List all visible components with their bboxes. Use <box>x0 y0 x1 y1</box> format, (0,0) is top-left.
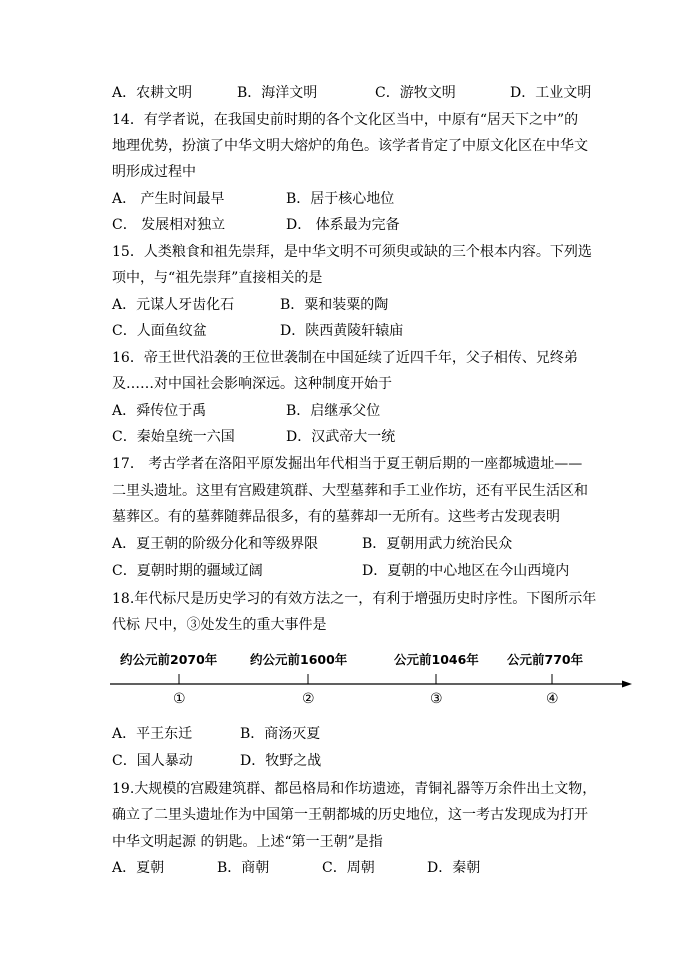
q15-stem-line-2: 项中，与“祖先崇拜”直接相关的是 <box>112 270 323 286</box>
q18-option-c: C．国人暴动 <box>112 753 193 769</box>
q15-option-d: D．陕西黄陵轩辕庙 <box>280 323 404 339</box>
q18-option-b: B．商汤灭夏 <box>240 726 321 742</box>
q19-stem-line-2: 确立了二里头遗址作为中国第一王朝都城的历史地位，这一考古发现成为打开 <box>112 807 588 823</box>
q17-option-c: C．夏朝时期的疆域辽阔 <box>112 563 263 579</box>
q14-stem-line-1: 14．有学者说，在我国史前时期的各个文化区当中，中原有“居天下之中”的 <box>112 112 579 128</box>
q13-option-d: D．工业文明 <box>510 85 592 101</box>
q16-option-a: A．舜传位于禹 <box>112 403 207 419</box>
q16-option-b: B．启继承父位 <box>286 403 381 419</box>
year-timeline <box>100 645 640 720</box>
q13-option-a: A．农耕文明 <box>112 85 193 101</box>
q18-stem-line-1: 18.年代标尺是历史学习的有效方法之一，有利于增强历史时序性。下图所示年 <box>112 591 597 607</box>
timeline-arrow <box>622 681 632 688</box>
timeline-marker-1: ① <box>173 691 186 707</box>
timeline-label-4: 公元前770年 <box>507 652 584 667</box>
q18-option-a: A．平王东迁 <box>112 726 193 742</box>
q15-option-c: C．人面鱼纹盆 <box>112 323 207 339</box>
q19-option-d: D．秦朝 <box>427 860 481 876</box>
q16-stem-line-2: 及……对中国社会影响深远。这种制度开始于 <box>112 376 392 392</box>
q19-stem-line-1: 19.大规模的宫殿建筑群、都邑格局和作坊遗迹，青铜礼器等万余件出土文物， <box>112 781 597 797</box>
q17-option-b: B．夏朝用武力统治民众 <box>362 536 513 552</box>
q16-option-c: C．秦始皇统一六国 <box>112 429 235 445</box>
q17-stem-line-3: 墓葬区。有的墓葬随葬品很多，有的墓葬却一无所有。这些考古发现表明 <box>112 509 560 525</box>
q17-option-a: A．夏王朝的阶级分化和等级界限 <box>112 536 319 552</box>
q19-option-b: B．商朝 <box>217 860 270 876</box>
timeline-label-1: 约公元前2070年 <box>120 652 218 667</box>
q16-stem-line-1: 16．帝王世代沿袭的王位世袭制在中国延续了近四千年，父子相传、兄终弟 <box>112 350 578 366</box>
timeline-marker-4: ④ <box>546 691 559 707</box>
q14-stem-line-2: 地理优势，扮演了中华文明大熔炉的角色。该学者肯定了中原文化区在中华文 <box>112 138 588 154</box>
q19-stem-line-3: 中华文明起源 的钥匙。上述“第一王朝”是指 <box>112 834 383 850</box>
q14-option-d: D． 体系最为完备 <box>286 217 400 233</box>
q19-option-c: C．周朝 <box>322 860 375 876</box>
q13-option-b: B．海洋文明 <box>237 85 318 101</box>
q17-stem-line-2: 二里头遗址。这里有宫殿建筑群、大型墓葬和手工业作坊，还有平民生活区和 <box>112 483 588 499</box>
q15-option-b: B．粟和装粟的陶 <box>280 297 389 313</box>
timeline-marker-3: ③ <box>430 691 443 707</box>
q14-option-a: A． 产生时间最早 <box>112 191 225 207</box>
q13-option-c: C．游牧文明 <box>375 85 456 101</box>
q17-option-d: D．夏朝的中心地区在今山西境内 <box>362 563 570 579</box>
timeline-label-3: 公元前1046年 <box>394 652 479 667</box>
q15-stem-line-1: 15．人类粮食和祖先崇拜，是中华文明不可须臾或缺的三个根本内容。下列选 <box>112 244 592 260</box>
q15-option-a: A．元谋人牙齿化石 <box>112 297 235 313</box>
q19-option-a: A．夏朝 <box>112 860 165 876</box>
q16-option-d: D．汉武帝大一统 <box>286 429 396 445</box>
q18-stem-line-2: 代标 尺中，③处发生的重大事件是 <box>112 617 327 633</box>
q14-option-c: C． 发展相对独立 <box>112 217 226 233</box>
q18-option-d: D．牧野之战 <box>240 753 322 769</box>
timeline-label-2: 约公元前1600年 <box>250 652 348 667</box>
q14-option-b: B．居于核心地位 <box>286 191 395 207</box>
q17-stem-line-1: 17． 考古学者在洛阳平原发掘出年代相当于夏王朝后期的一座都城遗址—— <box>112 456 583 472</box>
timeline-marker-2: ② <box>302 691 315 707</box>
q14-stem-line-3: 明形成过程中 <box>112 164 196 180</box>
